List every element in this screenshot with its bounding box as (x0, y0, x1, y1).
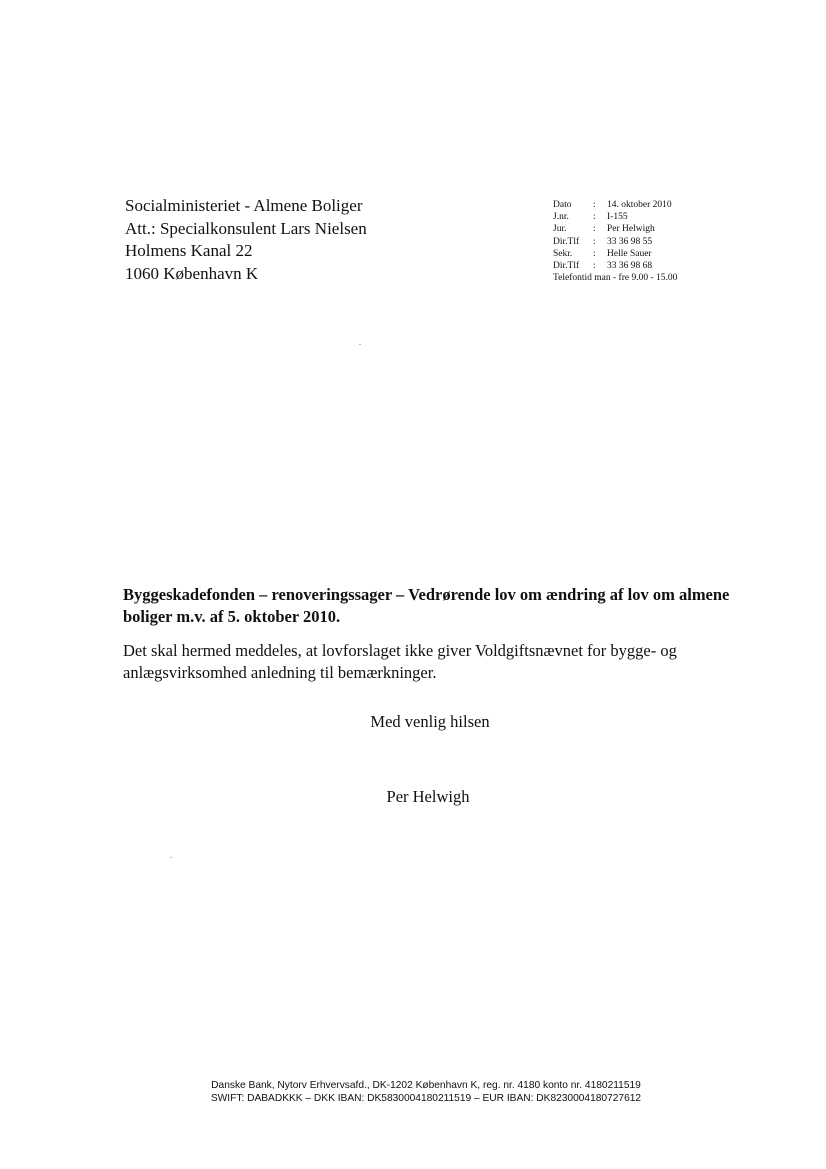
meta-value: I-155 (607, 212, 628, 223)
meta-label: Dato (553, 200, 572, 210)
phone-hours: Telefontid man - fre 9.00 - 15.00 (553, 273, 678, 284)
closing-greeting: Med venlig hilsen (370, 712, 490, 731)
meta-value: Per Helwigh (607, 224, 655, 235)
recipient-address (125, 195, 367, 285)
meta-value: 33 36 98 55 (607, 236, 653, 247)
signature-name: Per Helwigh (386, 787, 470, 806)
letter-subject: Byggeskadefonden – renoveringssager – Vedrørende lov om ændring af lov om almene boliger m.v. af 5. oktober 2010. (123, 585, 730, 626)
scan-speck (359, 344, 361, 345)
meta-row-direct-phone (553, 236, 677, 248)
scan-speck (170, 857, 172, 858)
meta-value: Helle Sauer (607, 248, 652, 259)
meta-row-lawyer (553, 223, 677, 235)
meta-colon: : (593, 212, 596, 223)
meta-label: J.nr. (553, 212, 569, 223)
meta-colon: : (593, 261, 596, 272)
meta-label: Dir.Tlf (553, 261, 580, 272)
letter-metadata (553, 199, 677, 284)
recipient-line: 1060 København K (125, 263, 259, 283)
meta-colon: : (593, 248, 596, 259)
meta-row-secretary-phone (553, 260, 677, 272)
footer-iban-line: SWIFT: DABADKKK – DKK IBAN: DK5830004180211519 – EUR IBAN: DK8230004180727612 (210, 1093, 642, 1104)
footer-bank-line: Danske Bank, Nytorv Erhvervsafd., DK-1202 København K, reg. nr. 4180 konto nr. 4180211519 (211, 1080, 641, 1091)
meta-value: 14. oktober 2010 (607, 200, 672, 210)
meta-row-journal (553, 211, 677, 223)
meta-row-date (553, 199, 677, 211)
recipient-line: Holmens Kanal 22 (125, 241, 253, 260)
recipient-line: Socialministeriet - Almene Boliger (125, 196, 363, 215)
bank-footer (0, 1079, 826, 1105)
letter-body: Det skal hermed meddeles, at lovforslaget ikke giver Voldgiftsnævnet for bygge- og anlægsvirksomhed anledning til bemærkninger. (123, 641, 677, 682)
meta-label: Dir.Tlf (553, 236, 580, 247)
meta-value: 33 36 98 68 (607, 261, 653, 272)
meta-colon: : (593, 224, 596, 235)
meta-label: Sekr. (553, 248, 573, 259)
meta-colon: : (593, 236, 596, 247)
meta-label: Jur. (553, 224, 567, 235)
meta-row-secretary (553, 248, 677, 260)
recipient-line: Att.: Specialkonsulent Lars Nielsen (125, 218, 367, 238)
meta-colon: : (593, 200, 596, 210)
